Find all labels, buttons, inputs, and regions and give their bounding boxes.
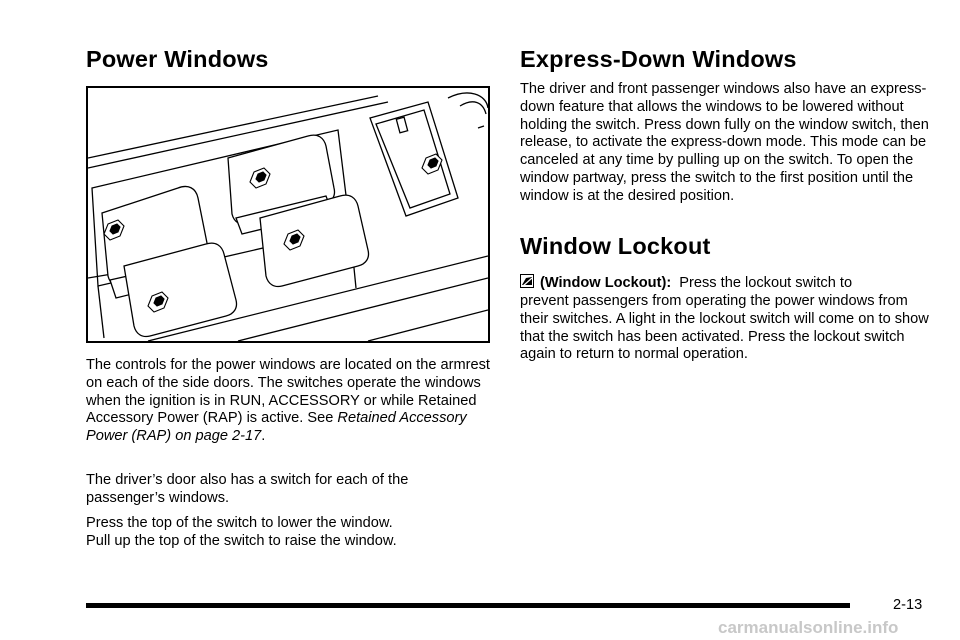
heading-power-windows: Power Windows <box>86 46 269 72</box>
heading-window-lockout: Window Lockout <box>520 233 711 259</box>
power-windows-paragraph-2: The driver’s door also has a switch for each of the passenger’s windows. <box>86 472 409 506</box>
power-window-switch-illustration <box>86 86 490 343</box>
cross-reference-link[interactable]: Retained Accessory Power (RAP) on page 2-17 <box>86 410 467 445</box>
power-windows-paragraph-1: The controls for the power windows are located on the armrest on each of the side doors. The switches operate the windows when the ignition is in RUN, ACCESSORY or while Retained Accessory Power (RAP) is active. See Retained Accessory Power (RAP) on page 2-17. <box>86 357 490 445</box>
power-windows-paragraph-3: Press the top of the switch to lower the window. Pull up the top of the switch to raise the window. <box>86 515 397 549</box>
lockout-first-text: Press the lockout switch to <box>679 275 853 291</box>
page-number: 2-13 <box>893 597 923 613</box>
watermark: carmanualsonline.info <box>718 618 899 637</box>
footer-rule <box>86 603 850 608</box>
window-lockout-icon <box>520 274 534 288</box>
lockout-paragraph: prevent passengers from operating the power windows from their switches. A light in the lockout switch will come on to show that the switch has been activated. Press the lockout switch again to return to normal operation. <box>520 293 929 363</box>
lockout-lead-line <box>520 274 930 293</box>
heading-express-down-windows: Express-Down Windows <box>520 46 797 72</box>
lockout-term: (Window Lockout): <box>540 275 672 291</box>
express-down-paragraph: The driver and front passenger windows also have an express-down feature that allows the windows to be lowered without holding the switch. Press down fully on the window switch, then release, to activate the express-down mode. This mode can be canceled at any time by pulling up on the switch. To open the window partway, press the switch to the first position until the window is at the desired position. <box>520 81 929 204</box>
